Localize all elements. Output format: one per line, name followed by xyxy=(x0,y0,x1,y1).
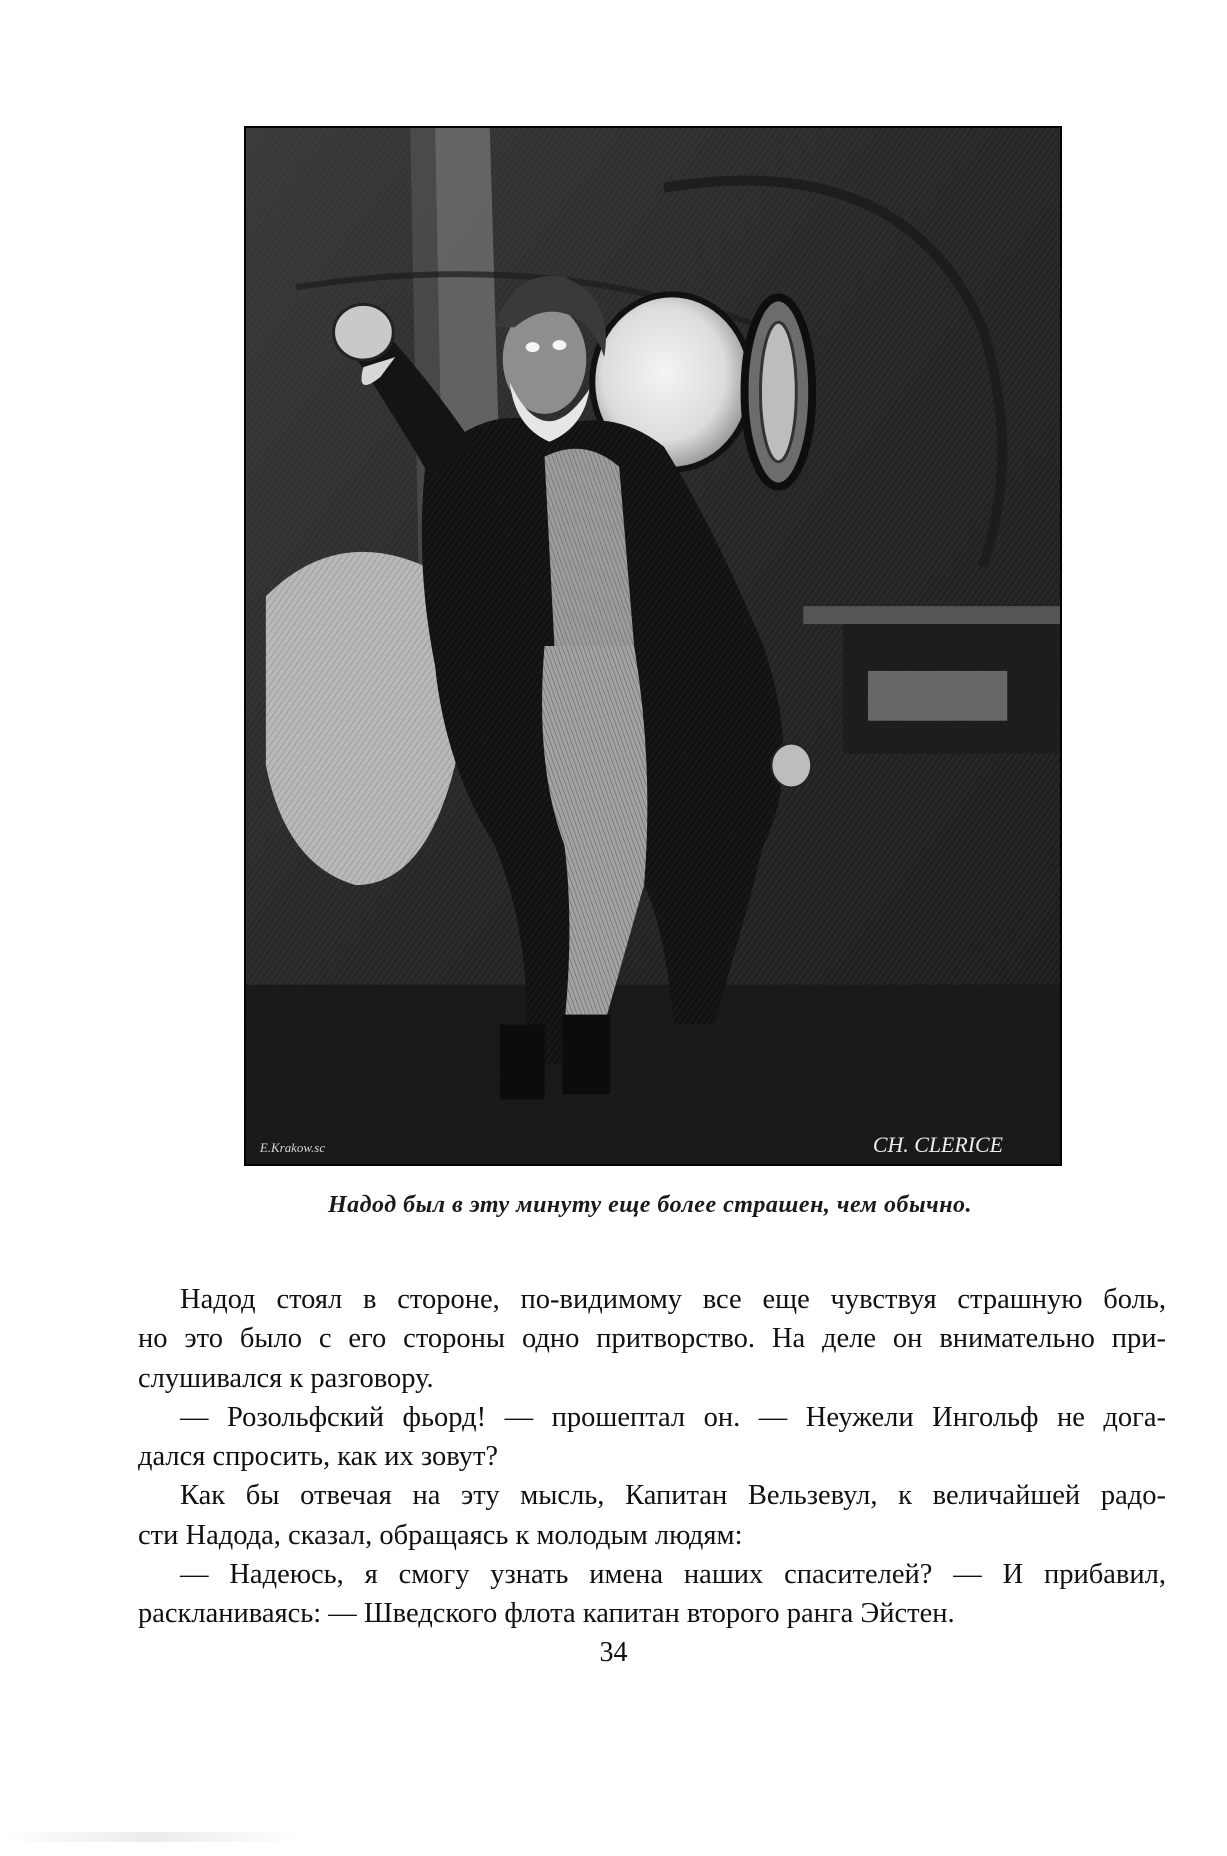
engraving-illustration xyxy=(244,126,1062,1166)
page-number: 34 xyxy=(599,1637,628,1668)
text-line: дался спросить, как их зовут? xyxy=(138,1441,499,1473)
paragraph xyxy=(138,1398,1166,1477)
text-line: Надод стоял в стороне, по-видимому все еще чувствуя страшную боль, xyxy=(180,1284,1166,1315)
scan-edge-mark xyxy=(0,1832,300,1842)
paragraph xyxy=(138,1555,1166,1634)
artist-signature: CH. CLERICE xyxy=(872,1132,1003,1158)
body-text xyxy=(138,1280,1166,1634)
illustration-caption: Надод был в эту минуту еще более страшен, чем обычно. xyxy=(327,1192,973,1218)
paragraph xyxy=(138,1476,1166,1555)
text-line: — Розольфский фьорд! — прошептал он. — Неужели Ингольф не дога- xyxy=(180,1401,1166,1433)
text-line: Как бы отвечая на эту мысль, Капитан Вельзевул, к величайшей радо- xyxy=(180,1480,1166,1512)
text-line: сти Надода, сказал, обращаясь к молодым людям: xyxy=(138,1519,743,1551)
text-line: — Надеюсь, я смогу узнать имена наших спасителей? — И прибавил, xyxy=(180,1559,1166,1591)
engraving-image xyxy=(246,128,1060,1164)
text-line: но это было с его стороны одно притворство. На деле он внимательно при- xyxy=(138,1323,1166,1355)
engraver-signature: E.Krakow.sc xyxy=(259,1140,326,1156)
text-line: слушивался к разговору. xyxy=(138,1362,434,1394)
text-line: раскланиваясь: — Шведского флота капитан второго ранга Эйстен. xyxy=(138,1598,955,1630)
paragraph xyxy=(138,1280,1166,1398)
